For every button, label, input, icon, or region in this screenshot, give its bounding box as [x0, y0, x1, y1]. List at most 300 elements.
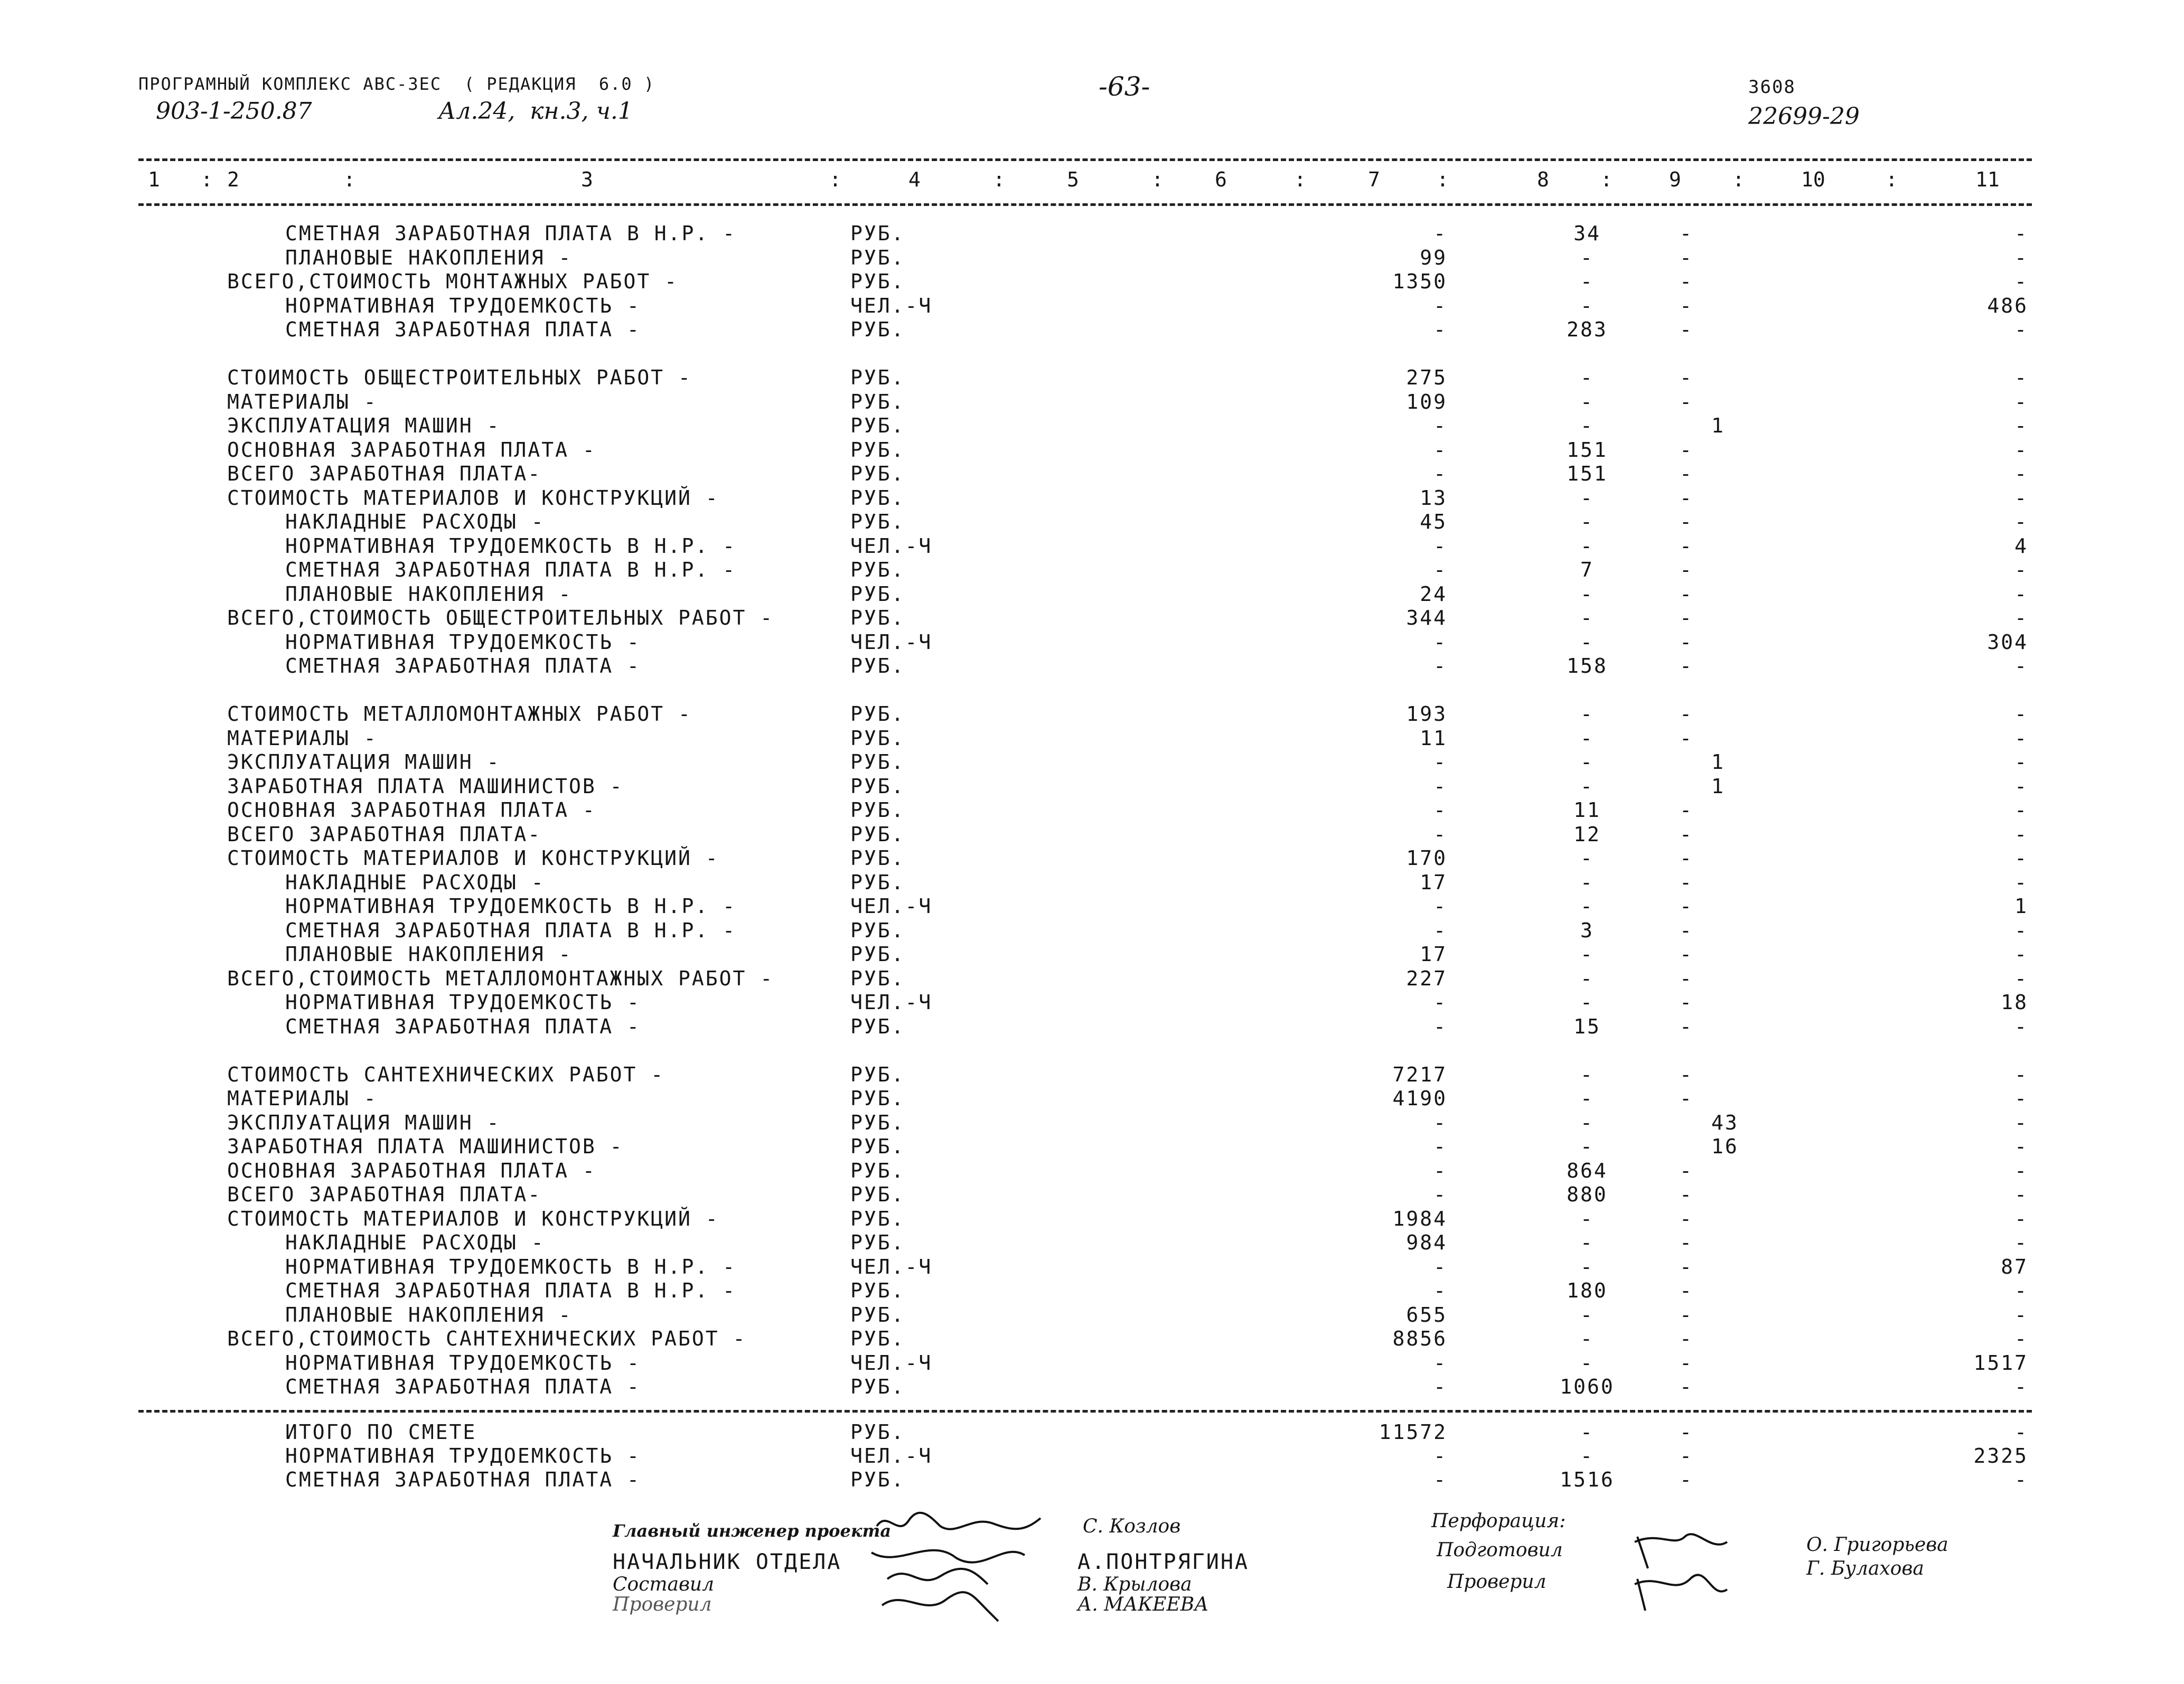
- row-description: ПЛАНОВЫЕ НАКОПЛЕНИЯ -: [285, 582, 573, 606]
- cell-col-7: 227: [1406, 967, 1447, 990]
- row-description: ВСЕГО,СТОИМОСТЬ ОБЩЕСТРОИТЕЛЬНЫХ РАБОТ -: [227, 606, 774, 629]
- cell-col-8: 151: [1567, 438, 1608, 462]
- cell-col-8: -: [1580, 1207, 1594, 1230]
- table-row: [0, 727, 2184, 750]
- cell-col-11: -: [2014, 582, 2028, 606]
- table-row: [0, 846, 2184, 870]
- row-description: СМЕТНАЯ ЗАРАБОТНАЯ ПЛАТА В Н.Р. -: [285, 1279, 736, 1302]
- cell-col-9: 16: [1711, 1135, 1739, 1158]
- cell-col-11: -: [2014, 702, 2028, 726]
- row-unit: РУБ.: [850, 1015, 905, 1038]
- row-description: СТОИМОСТЬ МАТЕРИАЛОВ И КОНСТРУКЦИЙ -: [227, 1207, 719, 1230]
- cell-col-8: 158: [1567, 654, 1608, 678]
- cell-col-7: -: [1433, 318, 1447, 341]
- cell-col-11: 1517: [1973, 1351, 2028, 1375]
- cell-col-8: -: [1580, 750, 1594, 774]
- cell-col-7: 11: [1420, 727, 1447, 750]
- prepared-label: Подготовил: [1437, 1539, 1563, 1561]
- row-unit: РУБ.: [850, 414, 905, 437]
- cell-col-11: -: [2014, 1135, 2028, 1158]
- cell-col-11: -: [2014, 775, 2028, 798]
- cell-col-7: -: [1433, 1159, 1447, 1182]
- table-row: [0, 967, 2184, 990]
- table-row: [0, 1327, 2184, 1350]
- row-description: СТОИМОСТЬ МАТЕРИАЛОВ И КОНСТРУКЦИЙ -: [227, 486, 719, 510]
- cell-col-7: 984: [1406, 1231, 1447, 1254]
- row-description: СМЕТНАЯ ЗАРАБОТНАЯ ПЛАТА -: [285, 1015, 641, 1038]
- cell-col-11: -: [2014, 438, 2028, 462]
- table-row: [0, 534, 2184, 558]
- cell-col-7: 109: [1406, 390, 1447, 413]
- table-row: [0, 270, 2184, 293]
- column-header-7: 7: [1368, 168, 1380, 191]
- row-unit: РУБ.: [850, 943, 905, 966]
- row-description: ИТОГО ПО СМЕТЕ: [285, 1420, 477, 1444]
- cell-col-11: -: [2014, 1183, 2028, 1206]
- cell-col-7: 275: [1406, 366, 1447, 389]
- cell-col-9: -: [1680, 438, 1693, 462]
- cell-col-8: -: [1580, 775, 1594, 798]
- cell-col-7: 17: [1420, 943, 1447, 966]
- column-header-6: 6: [1215, 168, 1227, 191]
- row-unit: РУБ.: [850, 366, 905, 389]
- table-row: [0, 318, 2184, 341]
- column-header-4: 4: [908, 168, 921, 191]
- cell-col-9: -: [1680, 1015, 1693, 1038]
- row-unit: РУБ.: [850, 222, 905, 245]
- row-description: ВСЕГО ЗАРАБОТНАЯ ПЛАТА-: [227, 823, 542, 846]
- cell-col-7: -: [1433, 991, 1447, 1014]
- cell-col-7: -: [1433, 823, 1447, 846]
- row-description: ПЛАНОВЫЕ НАКОПЛЕНИЯ -: [285, 943, 573, 966]
- cell-col-9: -: [1680, 1375, 1693, 1398]
- cell-col-7: -: [1433, 654, 1447, 678]
- column-header-9: 9: [1669, 168, 1681, 191]
- row-unit: РУБ.: [850, 1279, 905, 1302]
- cell-col-9: -: [1680, 991, 1693, 1014]
- row-description: НОРМАТИВНАЯ ТРУДОЕМКОСТЬ -: [285, 294, 641, 317]
- row-description: ОСНОВНАЯ ЗАРАБОТНАЯ ПЛАТА -: [227, 1159, 596, 1182]
- table-row: [0, 798, 2184, 822]
- row-description: ВСЕГО ЗАРАБОТНАЯ ПЛАТА-: [227, 1183, 542, 1206]
- cell-col-11: -: [2014, 486, 2028, 510]
- cell-col-7: 4190: [1392, 1087, 1447, 1110]
- cell-col-8: -: [1580, 1420, 1594, 1444]
- cell-col-7: 11572: [1379, 1420, 1447, 1444]
- table-row: [0, 1231, 2184, 1254]
- cell-col-8: -: [1580, 967, 1594, 990]
- column-separator: :: [1294, 168, 1306, 191]
- cell-col-11: -: [2014, 270, 2028, 293]
- cell-col-9: -: [1680, 534, 1693, 558]
- cell-col-11: -: [2014, 823, 2028, 846]
- checked-name: А. МАКЕЕВА: [1077, 1594, 1209, 1615]
- column-separator: :: [1437, 168, 1449, 191]
- cell-col-7: 344: [1406, 606, 1447, 629]
- column-separator: :: [343, 168, 355, 191]
- cell-col-8: -: [1580, 534, 1594, 558]
- row-description: СМЕТНАЯ ЗАРАБОТНАЯ ПЛАТА -: [285, 654, 641, 678]
- row-description: ОСНОВНАЯ ЗАРАБОТНАЯ ПЛАТА -: [227, 798, 596, 822]
- row-unit: РУБ.: [850, 846, 905, 870]
- table-row: [0, 750, 2184, 774]
- cell-col-8: -: [1580, 246, 1594, 269]
- row-description: НОРМАТИВНАЯ ТРУДОЕМКОСТЬ -: [285, 631, 641, 654]
- cell-col-11: -: [2014, 1303, 2028, 1326]
- code-top: 3608: [1748, 77, 1796, 98]
- table-row: [0, 438, 2184, 462]
- table-row: [0, 943, 2184, 966]
- table-row: [0, 486, 2184, 510]
- cell-col-7: 17: [1420, 871, 1447, 894]
- cell-col-11: 486: [1987, 294, 2028, 317]
- cell-col-7: 99: [1420, 246, 1447, 269]
- cell-col-7: -: [1433, 1135, 1447, 1158]
- row-unit: РУБ.: [850, 1135, 905, 1158]
- row-unit: РУБ.: [850, 1159, 905, 1182]
- cell-col-9: -: [1680, 895, 1693, 918]
- cell-col-9: -: [1680, 510, 1693, 533]
- cell-col-8: 34: [1573, 222, 1601, 245]
- cell-col-7: 13: [1420, 486, 1447, 510]
- cell-col-11: 18: [2001, 991, 2028, 1014]
- cell-col-7: -: [1433, 919, 1447, 942]
- cell-col-8: -: [1580, 1303, 1594, 1326]
- table-row: [0, 1303, 2184, 1326]
- composed-name: В. Крылова: [1077, 1574, 1192, 1595]
- row-unit: РУБ.: [850, 1327, 905, 1350]
- cell-col-11: -: [2014, 462, 2028, 485]
- checked-label: Проверил: [613, 1594, 712, 1615]
- column-header-11: 11: [1975, 168, 2000, 191]
- cell-col-9: -: [1680, 246, 1693, 269]
- cell-col-7: -: [1433, 414, 1447, 437]
- row-description: НОРМАТИВНАЯ ТРУДОЕМКОСТЬ -: [285, 991, 641, 1014]
- table-row: [0, 510, 2184, 533]
- cell-col-9: -: [1680, 702, 1693, 726]
- cell-col-9: -: [1680, 606, 1693, 629]
- row-unit: РУБ.: [850, 798, 905, 822]
- cell-col-9: -: [1680, 654, 1693, 678]
- cell-col-7: -: [1433, 1444, 1447, 1467]
- cell-col-7: -: [1433, 798, 1447, 822]
- table-row: [0, 1351, 2184, 1375]
- row-unit: РУБ.: [850, 1303, 905, 1326]
- table-row: [0, 390, 2184, 413]
- cell-col-11: -: [2014, 1087, 2028, 1110]
- column-header-8: 8: [1537, 168, 1549, 191]
- column-separator: :: [1600, 168, 1613, 191]
- cell-col-8: -: [1580, 631, 1594, 654]
- cell-col-11: 1: [2014, 895, 2028, 918]
- table-row: [0, 1015, 2184, 1038]
- row-unit: РУБ.: [850, 1087, 905, 1110]
- cell-col-8: 1516: [1560, 1468, 1615, 1491]
- table-row: [0, 1111, 2184, 1134]
- column-separator: :: [1886, 168, 1898, 191]
- row-unit: РУБ.: [850, 702, 905, 726]
- row-description: ПЛАНОВЫЕ НАКОПЛЕНИЯ -: [285, 246, 573, 269]
- cell-col-7: -: [1433, 1015, 1447, 1038]
- cell-col-11: -: [2014, 318, 2028, 341]
- cell-col-8: -: [1580, 1087, 1594, 1110]
- cell-col-11: -: [2014, 967, 2028, 990]
- cell-col-7: -: [1433, 1111, 1447, 1134]
- row-unit: РУБ.: [850, 390, 905, 413]
- perforation-label: Перфорация:: [1431, 1510, 1566, 1532]
- table-row: [0, 366, 2184, 389]
- checked2-name: Г. Булахова: [1806, 1558, 1924, 1579]
- cell-col-8: 1060: [1560, 1375, 1615, 1398]
- row-unit: РУБ.: [850, 510, 905, 533]
- cell-col-9: -: [1680, 270, 1693, 293]
- table-row: [0, 222, 2184, 245]
- cell-col-9: -: [1680, 1351, 1693, 1375]
- cell-col-8: -: [1580, 414, 1594, 437]
- row-unit: РУБ.: [850, 919, 905, 942]
- table-row: [0, 775, 2184, 798]
- cell-col-8: -: [1580, 943, 1594, 966]
- cell-col-8: -: [1580, 1063, 1594, 1086]
- cell-col-8: -: [1580, 1135, 1594, 1158]
- cell-col-11: -: [2014, 1375, 2028, 1398]
- cell-col-9: -: [1680, 294, 1693, 317]
- cell-col-9: -: [1680, 631, 1693, 654]
- table-row: [0, 1063, 2184, 1086]
- cell-col-8: -: [1580, 991, 1594, 1014]
- row-description: СМЕТНАЯ ЗАРАБОТНАЯ ПЛАТА -: [285, 1468, 641, 1491]
- cell-col-9: -: [1680, 798, 1693, 822]
- row-description: ЭКСПЛУАТАЦИЯ МАШИН -: [227, 750, 501, 774]
- cell-col-8: -: [1580, 582, 1594, 606]
- cell-col-9: -: [1680, 1327, 1693, 1350]
- row-unit: РУБ.: [850, 654, 905, 678]
- cell-col-11: -: [2014, 846, 2028, 870]
- signature-scribbles-left: [866, 1505, 1088, 1626]
- cell-col-11: -: [2014, 1468, 2028, 1491]
- row-unit: РУБ.: [850, 871, 905, 894]
- cell-col-9: -: [1680, 919, 1693, 942]
- row-description: НОРМАТИВНАЯ ТРУДОЕМКОСТЬ В Н.Р. -: [285, 1255, 736, 1278]
- table-row: [0, 582, 2184, 606]
- table-row: [0, 1255, 2184, 1278]
- cell-col-7: 8856: [1392, 1327, 1447, 1350]
- checked2-label: Проверил: [1447, 1571, 1546, 1593]
- table-row: [0, 1183, 2184, 1206]
- row-description: ВСЕГО,СТОИМОСТЬ МЕТАЛЛОМОНТАЖНЫХ РАБОТ -: [227, 967, 774, 990]
- cell-col-8: 180: [1567, 1279, 1608, 1302]
- row-description: МАТЕРИАЛЫ -: [227, 1087, 378, 1110]
- table-row: [0, 1159, 2184, 1182]
- column-separator: :: [201, 168, 213, 191]
- cell-col-11: -: [2014, 871, 2028, 894]
- row-description: ЭКСПЛУАТАЦИЯ МАШИН -: [227, 414, 501, 437]
- row-description: НАКЛАДНЫЕ РАСХОДЫ -: [285, 1231, 545, 1254]
- row-description: ВСЕГО,СТОИМОСТЬ САНТЕХНИЧЕСКИХ РАБОТ -: [227, 1327, 747, 1350]
- row-unit: РУБ.: [850, 750, 905, 774]
- cell-col-9: -: [1680, 222, 1693, 245]
- cell-col-11: -: [2014, 943, 2028, 966]
- column-separator: :: [993, 168, 1005, 191]
- table-row: [0, 1468, 2184, 1491]
- cell-col-7: 7217: [1392, 1063, 1447, 1086]
- cell-col-7: -: [1433, 750, 1447, 774]
- row-unit: РУБ.: [850, 1183, 905, 1206]
- row-unit: РУБ.: [850, 823, 905, 846]
- table-row: [0, 462, 2184, 485]
- cell-col-9: -: [1680, 486, 1693, 510]
- prepared-name: О. Григорьева: [1806, 1534, 1948, 1556]
- cell-col-11: 4: [2014, 534, 2028, 558]
- row-description: ОСНОВНАЯ ЗАРАБОТНАЯ ПЛАТА -: [227, 438, 596, 462]
- row-description: ПЛАНОВЫЕ НАКОПЛЕНИЯ -: [285, 1303, 573, 1326]
- cell-col-11: -: [2014, 1420, 2028, 1444]
- row-unit: ЧЕЛ.-Ч: [850, 534, 933, 558]
- cell-col-9: -: [1680, 943, 1693, 966]
- row-description: СТОИМОСТЬ ОБЩЕСТРОИТЕЛЬНЫХ РАБОТ -: [227, 366, 692, 389]
- row-description: НОРМАТИВНАЯ ТРУДОЕМКОСТЬ В Н.Р. -: [285, 534, 736, 558]
- cell-col-8: -: [1580, 871, 1594, 894]
- cell-col-8: 3: [1580, 919, 1594, 942]
- cell-col-8: -: [1580, 1231, 1594, 1254]
- cell-col-11: -: [2014, 366, 2028, 389]
- cell-col-8: -: [1580, 1444, 1594, 1467]
- cell-col-7: -: [1433, 462, 1447, 485]
- cell-col-11: -: [2014, 390, 2028, 413]
- cell-col-9: -: [1680, 1159, 1693, 1182]
- album-reference: Ал.24, кн.3, ч.1: [438, 98, 633, 125]
- table-row: [0, 823, 2184, 846]
- cell-col-7: -: [1433, 1183, 1447, 1206]
- cell-col-8: -: [1580, 606, 1594, 629]
- cell-col-9: -: [1680, 1420, 1693, 1444]
- cell-col-7: 655: [1406, 1303, 1447, 1326]
- table-row: [0, 1375, 2184, 1398]
- top-rule: [138, 158, 2032, 161]
- row-unit: РУБ.: [850, 246, 905, 269]
- row-description: ЭКСПЛУАТАЦИЯ МАШИН -: [227, 1111, 501, 1134]
- cell-col-11: -: [2014, 1159, 2028, 1182]
- program-title: ПРОГРАМНЫЙ КОМПЛЕКС АВС-ЗЕС ( РЕДАКЦИЯ 6.0 ): [138, 74, 655, 94]
- table-row: [0, 1444, 2184, 1467]
- row-description: СМЕТНАЯ ЗАРАБОТНАЯ ПЛАТА -: [285, 1375, 641, 1398]
- chief-engineer-name: С. Козлов: [1083, 1516, 1181, 1537]
- cell-col-11: -: [2014, 1279, 2028, 1302]
- cell-col-9: -: [1680, 967, 1693, 990]
- row-description: ЗАРАБОТНАЯ ПЛАТА МАШИНИСТОВ -: [227, 1135, 624, 1158]
- row-unit: РУБ.: [850, 967, 905, 990]
- cell-col-7: -: [1433, 1375, 1447, 1398]
- row-description: НАКЛАДНЫЕ РАСХОДЫ -: [285, 510, 545, 533]
- cell-col-9: 1: [1711, 414, 1725, 437]
- row-unit: РУБ.: [850, 775, 905, 798]
- row-description: НОРМАТИВНАЯ ТРУДОЕМКОСТЬ -: [285, 1351, 641, 1375]
- cell-col-9: -: [1680, 846, 1693, 870]
- row-description: НАКЛАДНЫЕ РАСХОДЫ -: [285, 871, 545, 894]
- row-unit: ЧЕЛ.-Ч: [850, 895, 933, 918]
- cell-col-11: -: [2014, 1231, 2028, 1254]
- cell-col-8: -: [1580, 366, 1594, 389]
- cell-col-8: 880: [1567, 1183, 1608, 1206]
- table-row: [0, 294, 2184, 317]
- table-row: [0, 895, 2184, 918]
- cell-col-7: -: [1433, 1279, 1447, 1302]
- cell-col-8: -: [1580, 702, 1594, 726]
- cell-col-9: 1: [1711, 775, 1725, 798]
- cell-col-8: 12: [1573, 823, 1601, 846]
- table-row: [0, 1279, 2184, 1302]
- table-row: [0, 919, 2184, 942]
- cell-col-11: -: [2014, 558, 2028, 581]
- cell-col-11: -: [2014, 919, 2028, 942]
- cell-col-9: -: [1680, 1231, 1693, 1254]
- dept-head-name: А.ПОНТРЯГИНА: [1077, 1550, 1249, 1574]
- row-unit: РУБ.: [850, 727, 905, 750]
- row-unit: РУБ.: [850, 1375, 905, 1398]
- cell-col-8: -: [1580, 1327, 1594, 1350]
- composed-label: Составил: [613, 1574, 715, 1595]
- cell-col-11: -: [2014, 1111, 2028, 1134]
- cell-col-11: -: [2014, 1063, 2028, 1086]
- cell-col-8: -: [1580, 1255, 1594, 1278]
- table-row: [0, 702, 2184, 726]
- row-description: СМЕТНАЯ ЗАРАБОТНАЯ ПЛАТА -: [285, 318, 641, 341]
- code-bottom: 22699-29: [1748, 103, 1860, 130]
- row-description: МАТЕРИАЛЫ -: [227, 390, 378, 413]
- cell-col-11: -: [2014, 606, 2028, 629]
- cell-col-9: -: [1680, 1255, 1693, 1278]
- row-unit: ЧЕЛ.-Ч: [850, 991, 933, 1014]
- cell-col-8: -: [1580, 294, 1594, 317]
- cell-col-11: -: [2014, 222, 2028, 245]
- cell-col-8: -: [1580, 486, 1594, 510]
- cell-col-11: -: [2014, 1015, 2028, 1038]
- table-row: [0, 606, 2184, 629]
- row-unit: РУБ.: [850, 1468, 905, 1491]
- row-description: ЗАРАБОТНАЯ ПЛАТА МАШИНИСТОВ -: [227, 775, 624, 798]
- row-unit: РУБ.: [850, 438, 905, 462]
- cell-col-9: -: [1680, 823, 1693, 846]
- row-description: СТОИМОСТЬ САНТЕХНИЧЕСКИХ РАБОТ -: [227, 1063, 665, 1086]
- row-unit: ЧЕЛ.-Ч: [850, 1351, 933, 1375]
- cell-col-7: -: [1433, 631, 1447, 654]
- table-row: [0, 991, 2184, 1014]
- cell-col-8: -: [1580, 846, 1594, 870]
- row-unit: РУБ.: [850, 270, 905, 293]
- cell-col-9: 1: [1711, 750, 1725, 774]
- cell-col-11: 87: [2001, 1255, 2028, 1278]
- cell-col-7: -: [1433, 534, 1447, 558]
- table-row: [0, 871, 2184, 894]
- column-separator: :: [829, 168, 841, 191]
- cell-col-9: -: [1680, 1279, 1693, 1302]
- row-unit: РУБ.: [850, 1111, 905, 1134]
- row-unit: РУБ.: [850, 1420, 905, 1444]
- cell-col-7: 193: [1406, 702, 1447, 726]
- column-header-10: 10: [1801, 168, 1825, 191]
- cell-col-8: 15: [1573, 1015, 1601, 1038]
- cell-col-9: -: [1680, 366, 1693, 389]
- cell-col-7: -: [1433, 895, 1447, 918]
- cell-col-9: -: [1680, 390, 1693, 413]
- cell-col-7: -: [1433, 775, 1447, 798]
- table-row: [0, 1207, 2184, 1230]
- cell-col-9: -: [1680, 318, 1693, 341]
- cell-col-9: -: [1680, 462, 1693, 485]
- cell-col-11: 304: [1987, 631, 2028, 654]
- table-row: [0, 631, 2184, 654]
- cell-col-11: -: [2014, 727, 2028, 750]
